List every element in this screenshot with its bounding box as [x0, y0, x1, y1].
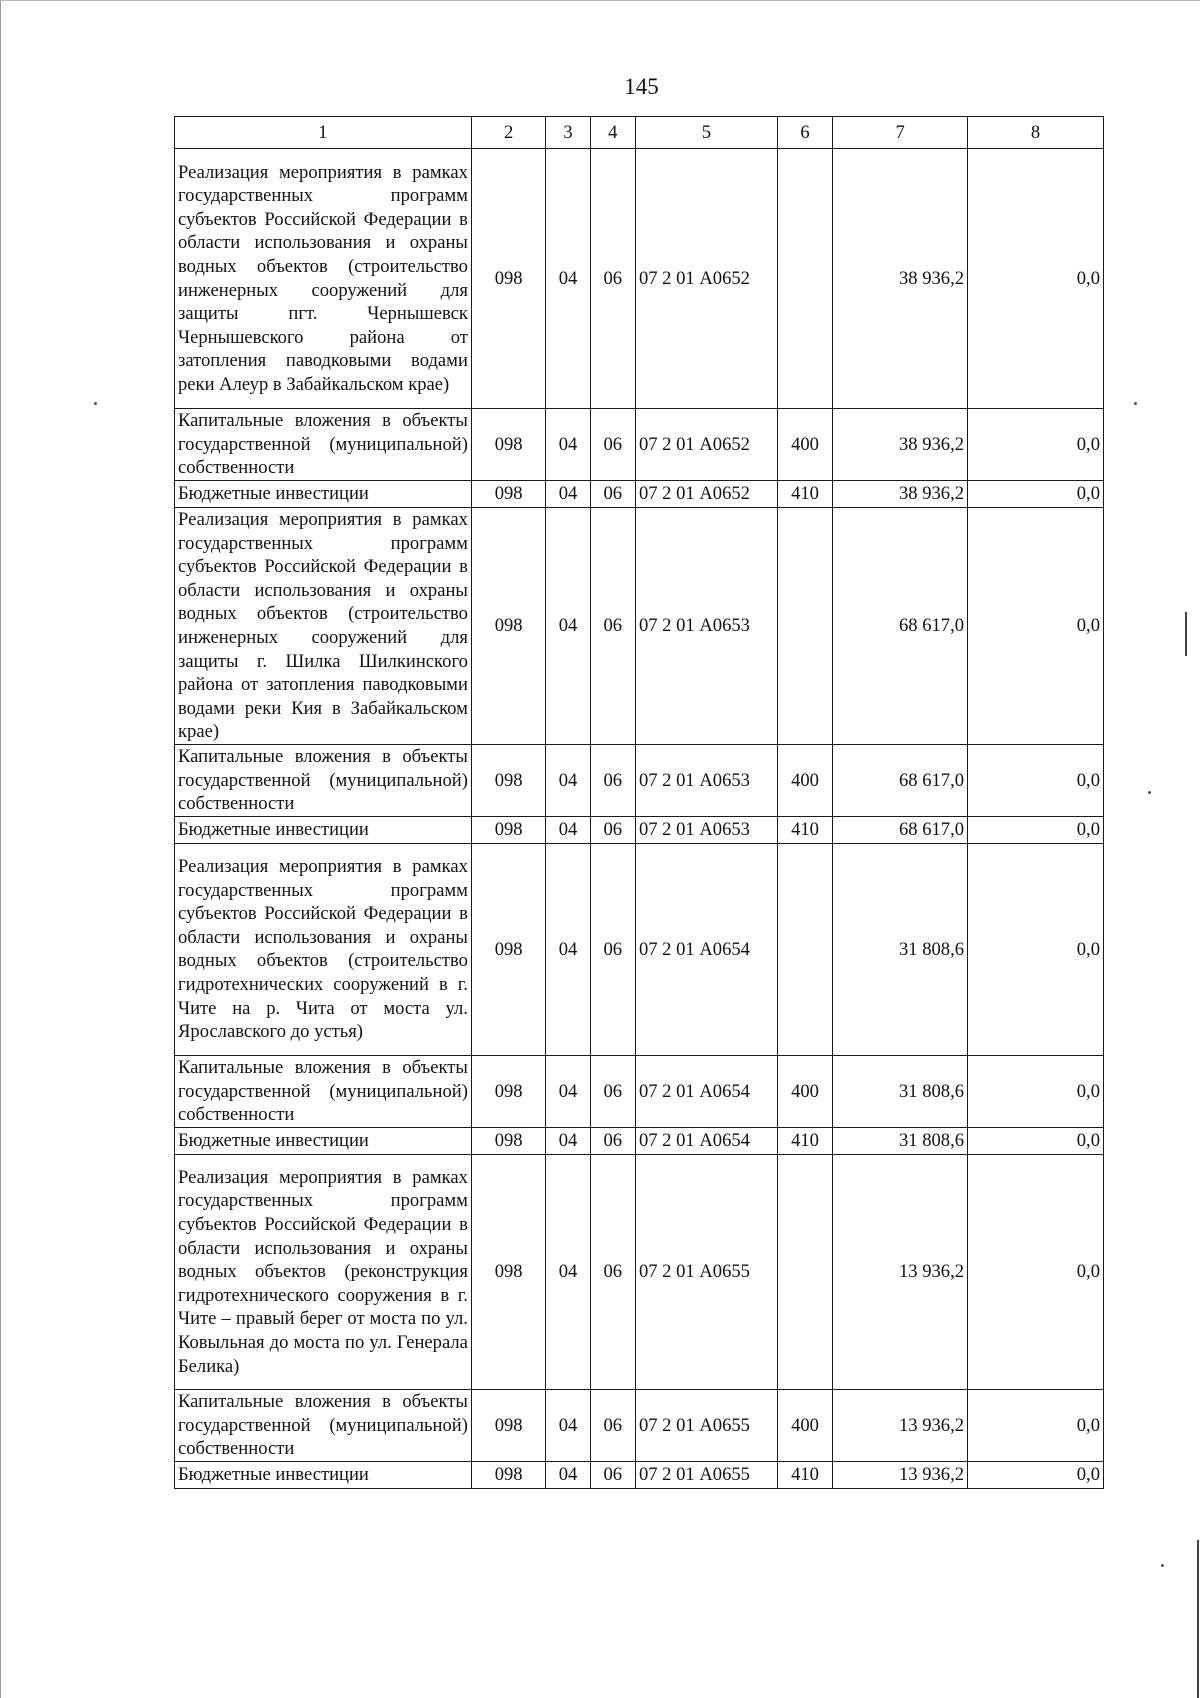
table-row	[175, 149, 1104, 409]
row-name-cell: Реализация мероприятия в рамках государственных программ субъектов Российской Федерации в области использования и охраны водных объектов (реконструкция гидротехнического сооружения в г. Чите – правый берег от моста по ул. Ковыльная до моста по ул. Генерала Белика)	[175, 1154, 472, 1389]
col8-cell: 0,0	[968, 1389, 1104, 1461]
table-row	[175, 481, 1104, 508]
amount-cell: 13 936,2	[833, 1389, 968, 1461]
col4-cell: 06	[590, 1055, 635, 1127]
code-cell: 07 2 01 А0655	[635, 1154, 777, 1389]
row-name-cell: Бюджетные инвестиции	[175, 1461, 472, 1488]
col2-cell: 098	[471, 508, 545, 745]
row-name-cell: Реализация мероприятия в рамках государственных программ субъектов Российской Федерации в области использования и охраны водных объектов (строительство гидротехнических сооружений в г. Чите на р. Чита от моста ул. Ярославского до устья)	[175, 843, 472, 1055]
column-header: 2	[471, 117, 545, 149]
col4-cell: 06	[590, 744, 635, 816]
col8-cell: 0,0	[968, 1127, 1104, 1154]
col8-cell: 0,0	[968, 1055, 1104, 1127]
col6-cell: 400	[777, 744, 832, 816]
column-header: 3	[546, 117, 590, 149]
col4-cell: 06	[590, 1461, 635, 1488]
row-name-cell: Реализация мероприятия в рамках государственных программ субъектов Российской Федерации в области использования и охраны водных объектов (строительство инженерных сооружений для защиты пгт. Чернышевск Чернышевского района от затопления паводковыми водами реки Алеур в Забайкальском крае)	[175, 149, 472, 409]
col4-cell: 06	[590, 481, 635, 508]
col2-cell: 098	[471, 1461, 545, 1488]
col8-cell: 0,0	[968, 481, 1104, 508]
page-number: 145	[624, 74, 659, 99]
amount-cell: 38 936,2	[833, 409, 968, 481]
col4-cell: 06	[590, 843, 635, 1055]
col2-cell: 098	[471, 149, 545, 409]
col3-cell: 04	[546, 481, 590, 508]
code-cell: 07 2 01 А0652	[635, 409, 777, 481]
table-row	[175, 409, 1104, 481]
col2-cell: 098	[471, 816, 545, 843]
scan-mark	[1197, 1540, 1199, 1698]
speck	[94, 402, 97, 405]
col3-cell: 04	[546, 149, 590, 409]
amount-cell: 13 936,2	[833, 1461, 968, 1488]
col2-cell: 098	[471, 1389, 545, 1461]
table-row	[175, 843, 1104, 1055]
row-name-cell: Реализация мероприятия в рамках государственных программ субъектов Российской Федерации в области использования и охраны водных объектов (строительство инженерных сооружений для защиты г. Шилка Шилкинского района от затопления паводковыми водами реки Кия в Забайкальском крае)	[175, 508, 472, 745]
amount-cell: 31 808,6	[833, 1127, 968, 1154]
col8-cell: 0,0	[968, 149, 1104, 409]
col6-cell: 410	[777, 481, 832, 508]
col4-cell: 06	[590, 508, 635, 745]
table-row	[175, 1461, 1104, 1488]
col2-cell: 098	[471, 1055, 545, 1127]
scan-edge-left	[0, 0, 1, 1698]
col8-cell: 0,0	[968, 1461, 1104, 1488]
amount-cell: 31 808,6	[833, 843, 968, 1055]
col3-cell: 04	[546, 816, 590, 843]
col6-cell: 400	[777, 409, 832, 481]
table-header-row	[175, 117, 1104, 149]
col6-cell: 410	[777, 1461, 832, 1488]
amount-cell: 68 617,0	[833, 816, 968, 843]
col4-cell: 06	[590, 1127, 635, 1154]
table-row	[175, 1055, 1104, 1127]
row-name-cell: Бюджетные инвестиции	[175, 816, 472, 843]
col2-cell: 098	[471, 481, 545, 508]
column-header: 1	[175, 117, 472, 149]
col8-cell: 0,0	[968, 816, 1104, 843]
amount-cell: 38 936,2	[833, 481, 968, 508]
col8-cell: 0,0	[968, 744, 1104, 816]
col6-cell: 410	[777, 1127, 832, 1154]
col2-cell: 098	[471, 409, 545, 481]
row-name-cell: Капитальные вложения в объекты государственной (муниципальной) собственности	[175, 409, 472, 481]
scan-edge-top	[0, 0, 1200, 1]
col4-cell: 06	[590, 816, 635, 843]
col4-cell: 06	[590, 149, 635, 409]
table-row	[175, 816, 1104, 843]
col6-cell	[777, 1154, 832, 1389]
column-header: 7	[833, 117, 968, 149]
col3-cell: 04	[546, 508, 590, 745]
column-header: 6	[777, 117, 832, 149]
col6-cell	[777, 843, 832, 1055]
table-row	[175, 1389, 1104, 1461]
table-row	[175, 1154, 1104, 1389]
col4-cell: 06	[590, 409, 635, 481]
speck	[1148, 791, 1151, 794]
amount-cell: 13 936,2	[833, 1154, 968, 1389]
col3-cell: 04	[546, 1154, 590, 1389]
table-row	[175, 1127, 1104, 1154]
col6-cell	[777, 508, 832, 745]
code-cell: 07 2 01 А0655	[635, 1389, 777, 1461]
code-cell: 07 2 01 А0655	[635, 1461, 777, 1488]
code-cell: 07 2 01 А0653	[635, 816, 777, 843]
column-header: 5	[635, 117, 777, 149]
col3-cell: 04	[546, 1127, 590, 1154]
col8-cell: 0,0	[968, 843, 1104, 1055]
amount-cell: 31 808,6	[833, 1055, 968, 1127]
code-cell: 07 2 01 А0652	[635, 149, 777, 409]
row-name-cell: Бюджетные инвестиции	[175, 481, 472, 508]
col3-cell: 04	[546, 843, 590, 1055]
col4-cell: 06	[590, 1389, 635, 1461]
code-cell: 07 2 01 А0654	[635, 1127, 777, 1154]
speck	[1161, 1564, 1164, 1567]
table-row	[175, 744, 1104, 816]
row-name-cell: Капитальные вложения в объекты государственной (муниципальной) собственности	[175, 1389, 472, 1461]
col6-cell: 400	[777, 1055, 832, 1127]
col8-cell: 0,0	[968, 409, 1104, 481]
col3-cell: 04	[546, 409, 590, 481]
col2-cell: 098	[471, 1154, 545, 1389]
amount-cell: 68 617,0	[833, 508, 968, 745]
row-name-cell: Капитальные вложения в объекты государственной (муниципальной) собственности	[175, 744, 472, 816]
budget-table	[174, 116, 1104, 1489]
table-row	[175, 508, 1104, 745]
col8-cell: 0,0	[968, 508, 1104, 745]
col6-cell	[777, 149, 832, 409]
code-cell: 07 2 01 А0652	[635, 481, 777, 508]
code-cell: 07 2 01 А0653	[635, 744, 777, 816]
row-name-cell: Капитальные вложения в объекты государственной (муниципальной) собственности	[175, 1055, 472, 1127]
scan-mark	[1185, 612, 1187, 656]
code-cell: 07 2 01 А0653	[635, 508, 777, 745]
col2-cell: 098	[471, 843, 545, 1055]
row-name-cell: Бюджетные инвестиции	[175, 1127, 472, 1154]
speck	[1134, 402, 1137, 405]
code-cell: 07 2 01 А0654	[635, 843, 777, 1055]
col6-cell: 410	[777, 816, 832, 843]
column-header: 4	[590, 117, 635, 149]
col4-cell: 06	[590, 1154, 635, 1389]
col3-cell: 04	[546, 744, 590, 816]
col3-cell: 04	[546, 1055, 590, 1127]
col6-cell: 400	[777, 1389, 832, 1461]
amount-cell: 68 617,0	[833, 744, 968, 816]
col3-cell: 04	[546, 1389, 590, 1461]
col2-cell: 098	[471, 1127, 545, 1154]
column-header: 8	[968, 117, 1104, 149]
col8-cell: 0,0	[968, 1154, 1104, 1389]
col3-cell: 04	[546, 1461, 590, 1488]
amount-cell: 38 936,2	[833, 149, 968, 409]
col2-cell: 098	[471, 744, 545, 816]
code-cell: 07 2 01 А0654	[635, 1055, 777, 1127]
